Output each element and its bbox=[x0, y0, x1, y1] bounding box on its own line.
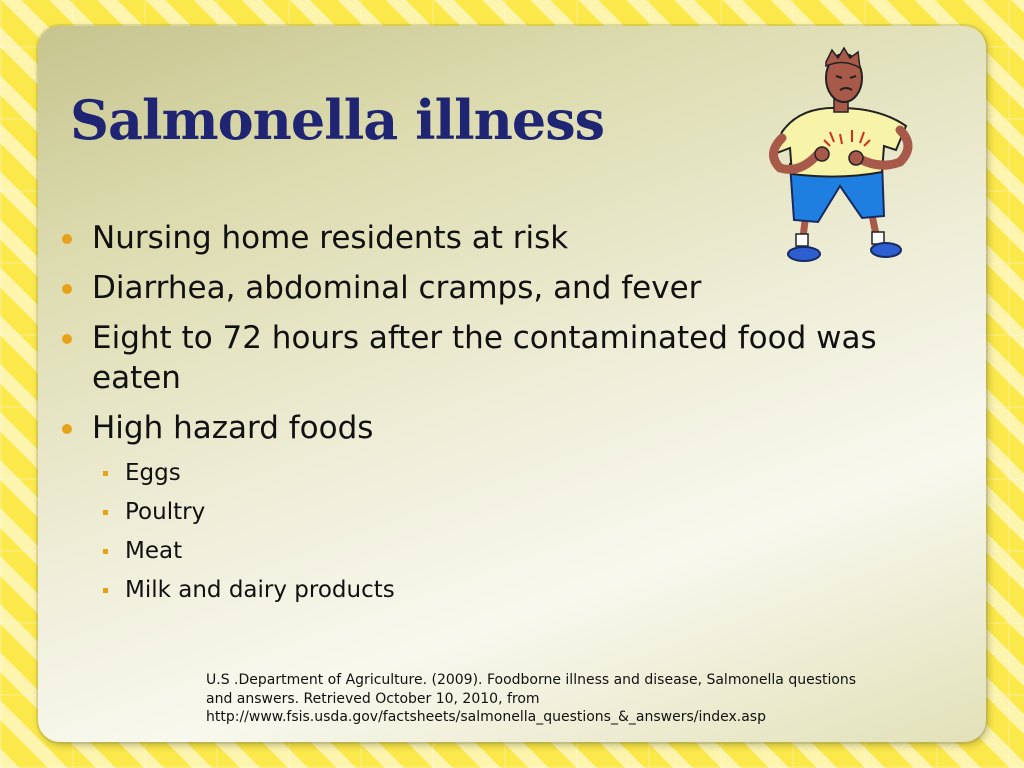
citation-line-1: U.S .Department of Agriculture. (2009). Foodborne illness and disease, Salmonella questions bbox=[206, 672, 857, 688]
bullet-dot bbox=[62, 334, 72, 344]
bullet-dot bbox=[62, 424, 72, 434]
sub-bullet-square bbox=[103, 510, 108, 515]
citation-line-2: and answers. Retrieved October 10, 2010, from bbox=[206, 690, 540, 707]
sub-bullet-item bbox=[92, 454, 918, 493]
sub-bullet-item bbox=[92, 493, 918, 532]
sub-bullet-list bbox=[92, 454, 918, 610]
bullet-dot bbox=[62, 284, 72, 294]
sub-bullet-text: Poultry bbox=[125, 499, 206, 525]
sub-bullet-item bbox=[92, 532, 918, 571]
bullet-text: Eight to 72 hours after the contaminated food was eaten bbox=[92, 320, 877, 396]
bullet-list bbox=[58, 218, 918, 620]
sub-bullet-text: Milk and dairy products bbox=[125, 577, 395, 603]
slide-title: Salmonella illness bbox=[70, 88, 605, 152]
sub-bullet-square bbox=[103, 471, 108, 476]
sub-bullet-text: Meat bbox=[125, 538, 183, 564]
citation bbox=[206, 671, 966, 727]
bullet-item bbox=[58, 318, 918, 398]
bullet-item bbox=[58, 408, 918, 610]
bullet-item bbox=[58, 218, 918, 258]
citation-url: http://www.fsis.usda.gov/factsheets/salmonella_questions_&_answers/index.asp bbox=[206, 709, 766, 725]
bullet-text: Nursing home residents at risk bbox=[92, 220, 569, 256]
sub-bullet-square bbox=[103, 588, 108, 593]
bullet-item bbox=[58, 268, 918, 308]
sub-bullet-square bbox=[103, 549, 108, 554]
sub-bullet-item bbox=[92, 571, 918, 610]
bullet-text: High hazard foods bbox=[92, 410, 374, 446]
sub-bullet-text: Eggs bbox=[125, 460, 181, 486]
bullet-dot bbox=[62, 234, 72, 244]
bullet-text: Diarrhea, abdominal cramps, and fever bbox=[92, 270, 702, 306]
